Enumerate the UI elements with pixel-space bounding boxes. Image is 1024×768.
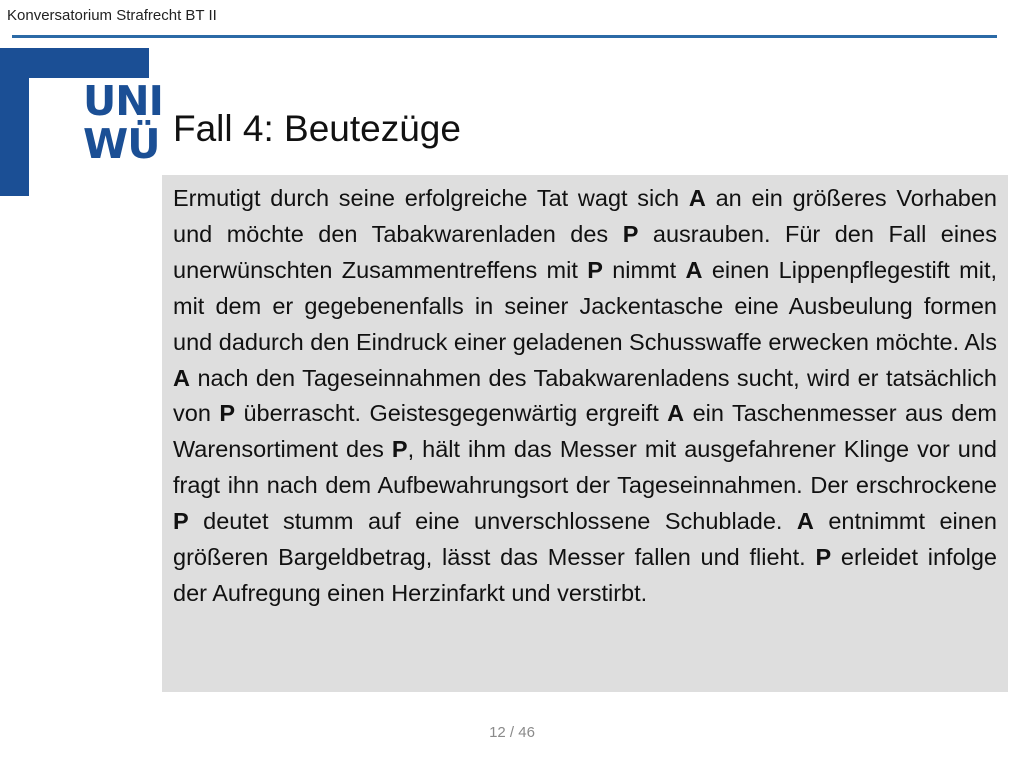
logo-line-2: WÜ (83, 120, 160, 168)
party-label: P (219, 400, 236, 427)
text-run: deutet stumm auf eine unverschlossene Schublade. (188, 508, 797, 535)
party-label: A (796, 508, 814, 535)
header-title: Konversatorium Strafrecht BT II (7, 7, 217, 24)
party-label: P (173, 508, 189, 535)
text-run: einen Lippenpflegestift mit, mit dem er gegebenenfalls in seiner Jackentasche eine Ausbeulung formen und dadurch den Eindruck einer geladenen Schusswaffe erwecken möchte. Als (173, 256, 997, 355)
page-number: 12 / 46 (489, 724, 535, 741)
text-run: , hält ihm das Messer mit ausgefahrener Klinge vor und fragt ihn nach dem Aufbewahrungsort der Tageseinnahmen. Der erschrockene (173, 436, 997, 499)
text-run: überrascht. Geistesgegenwärtig ergreift (235, 400, 668, 427)
text-run: Ermutigt durch seine erfolgreiche Tat wagt sich (173, 185, 689, 211)
party-label: P (391, 436, 408, 463)
party-label: P (815, 544, 832, 571)
party-label: P (587, 256, 603, 283)
text-run: an ein größeres Vorhaben und möchte den Tabakwarenladen des (173, 185, 997, 247)
logo-line-1: UNI (83, 77, 163, 125)
case-text-box (162, 175, 1008, 692)
case-paragraph (173, 181, 997, 612)
party-label: A (685, 256, 703, 283)
text-run: nimmt (602, 256, 686, 283)
text-run: entnimmt einen größeren Bargeldbetrag, lässt das Messer fallen und flieht. (173, 508, 997, 571)
text-run: erleidet infolge der Aufregung einen Herzinfarkt und verstirbt. (173, 544, 997, 606)
text-run: nach den Tageseinnahmen des Tabakwarenladens sucht, wird er tatsächlich von (173, 364, 997, 427)
party-label: A (688, 185, 706, 211)
party-label: A (173, 364, 190, 391)
text-run: ein Taschenmesser aus dem Warensortiment des (173, 400, 997, 463)
text-run: ausrauben. Für den Fall eines unerwünschten Zusammentreffens mit (173, 220, 997, 283)
party-label: P (622, 220, 639, 247)
logo-wordmark (83, 77, 163, 168)
slide-title: Fall 4: Beutezüge (173, 108, 461, 149)
header-divider (12, 35, 997, 38)
party-label: A (667, 400, 685, 427)
